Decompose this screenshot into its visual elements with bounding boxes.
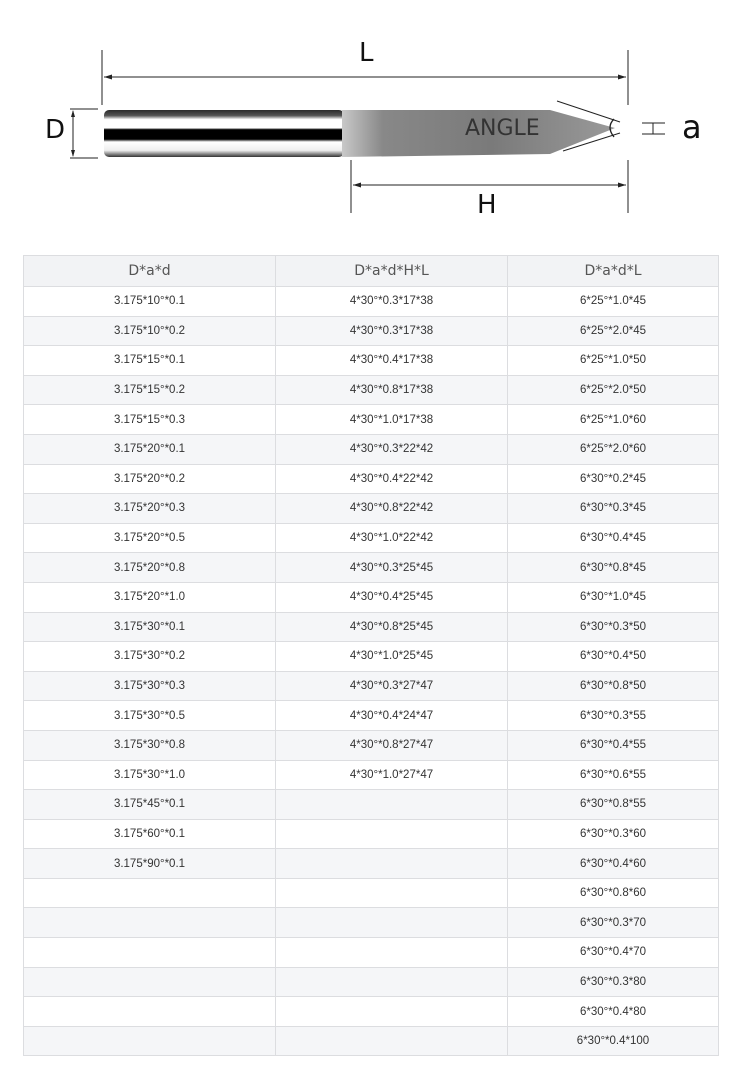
table-cell: 3.175*45°*0.1 bbox=[24, 790, 276, 820]
angle-text: ANGLE bbox=[465, 116, 540, 141]
diameter-label: D bbox=[45, 115, 66, 145]
table-cell bbox=[276, 849, 508, 879]
table-cell: 3.175*15°*0.3 bbox=[24, 405, 276, 435]
table-row bbox=[24, 819, 719, 849]
table-row bbox=[24, 671, 719, 701]
table-row bbox=[24, 938, 719, 968]
table-cell: 6*30°*0.3*45 bbox=[508, 494, 719, 524]
table-row bbox=[24, 494, 719, 524]
table-cell: 3.175*20°*0.2 bbox=[24, 464, 276, 494]
column-header: D*a*d bbox=[24, 256, 276, 287]
table-cell: 6*25°*2.0*50 bbox=[508, 375, 719, 405]
table-row bbox=[24, 405, 719, 435]
tip-label: a bbox=[682, 108, 702, 146]
table-cell: 4*30°*0.3*17*38 bbox=[276, 287, 508, 317]
table-cell bbox=[24, 908, 276, 938]
length-label: L bbox=[359, 38, 374, 68]
table-cell: 6*30°*0.4*45 bbox=[508, 523, 719, 553]
table-cell: 6*30°*0.4*80 bbox=[508, 997, 719, 1027]
table-cell bbox=[276, 790, 508, 820]
table-cell bbox=[276, 938, 508, 968]
table-cell: 3.175*10°*0.2 bbox=[24, 316, 276, 346]
table-row bbox=[24, 316, 719, 346]
cutting-length-label: H bbox=[477, 190, 497, 220]
table-cell: 6*30°*1.0*45 bbox=[508, 582, 719, 612]
table-cell: 6*30°*0.8*45 bbox=[508, 553, 719, 583]
table-cell: 4*30°*0.8*17*38 bbox=[276, 375, 508, 405]
table-cell: 4*30°*1.0*22*42 bbox=[276, 523, 508, 553]
drill-bit-illustration bbox=[0, 0, 750, 240]
table-cell bbox=[24, 938, 276, 968]
table-cell: 3.175*10°*0.1 bbox=[24, 287, 276, 317]
table-cell bbox=[276, 1026, 508, 1056]
table-cell: 4*30°*0.8*22*42 bbox=[276, 494, 508, 524]
table-cell: 4*30°*0.8*27*47 bbox=[276, 730, 508, 760]
table-row bbox=[24, 642, 719, 672]
table-cell: 3.175*30°*0.1 bbox=[24, 612, 276, 642]
table-cell: 3.175*20°*0.3 bbox=[24, 494, 276, 524]
table-cell: 4*30°*0.3*27*47 bbox=[276, 671, 508, 701]
table-row bbox=[24, 790, 719, 820]
table-cell: 3.175*30°*1.0 bbox=[24, 760, 276, 790]
table-cell: 3.175*20°*1.0 bbox=[24, 582, 276, 612]
table-row bbox=[24, 464, 719, 494]
table-cell: 6*30°*0.6*55 bbox=[508, 760, 719, 790]
table-cell: 4*30°*0.4*17*38 bbox=[276, 346, 508, 376]
table-cell: 3.175*20°*0.1 bbox=[24, 434, 276, 464]
table-cell bbox=[276, 819, 508, 849]
table-cell: 4*30°*1.0*17*38 bbox=[276, 405, 508, 435]
table-cell bbox=[24, 967, 276, 997]
table-row bbox=[24, 346, 719, 376]
table-cell: 3.175*20°*0.8 bbox=[24, 553, 276, 583]
table-cell: 6*25°*1.0*45 bbox=[508, 287, 719, 317]
table-cell: 6*25°*1.0*60 bbox=[508, 405, 719, 435]
table-row bbox=[24, 849, 719, 879]
spec-table bbox=[23, 255, 719, 1056]
table-cell bbox=[24, 997, 276, 1027]
table-row bbox=[24, 612, 719, 642]
table-row bbox=[24, 908, 719, 938]
table-cell: 3.175*30°*0.2 bbox=[24, 642, 276, 672]
engraving-bit-diagram bbox=[0, 0, 750, 240]
table-cell: 3.175*20°*0.5 bbox=[24, 523, 276, 553]
table-row bbox=[24, 1026, 719, 1056]
table-row bbox=[24, 375, 719, 405]
table-cell: 3.175*90°*0.1 bbox=[24, 849, 276, 879]
table-cell: 3.175*30°*0.3 bbox=[24, 671, 276, 701]
table-cell: 3.175*60°*0.1 bbox=[24, 819, 276, 849]
column-header: D*a*d*H*L bbox=[276, 256, 508, 287]
table-row bbox=[24, 553, 719, 583]
table-cell: 6*30°*0.8*50 bbox=[508, 671, 719, 701]
column-header: D*a*d*L bbox=[508, 256, 719, 287]
table-cell bbox=[24, 878, 276, 908]
table-cell: 4*30°*0.3*17*38 bbox=[276, 316, 508, 346]
table-cell: 3.175*30°*0.5 bbox=[24, 701, 276, 731]
table-cell bbox=[24, 1026, 276, 1056]
table-cell bbox=[276, 997, 508, 1027]
table-cell: 6*30°*0.4*55 bbox=[508, 730, 719, 760]
table-cell: 3.175*15°*0.2 bbox=[24, 375, 276, 405]
table-cell: 6*30°*0.3*60 bbox=[508, 819, 719, 849]
table-cell: 4*30°*0.3*25*45 bbox=[276, 553, 508, 583]
table-cell: 3.175*15°*0.1 bbox=[24, 346, 276, 376]
table-row bbox=[24, 730, 719, 760]
table-row bbox=[24, 878, 719, 908]
table-row bbox=[24, 701, 719, 731]
table-row bbox=[24, 582, 719, 612]
table-cell: 6*30°*0.2*45 bbox=[508, 464, 719, 494]
table-cell: 6*30°*0.8*55 bbox=[508, 790, 719, 820]
table-cell: 4*30°*0.3*22*42 bbox=[276, 434, 508, 464]
table-cell bbox=[276, 878, 508, 908]
table-header-row bbox=[24, 256, 719, 287]
table-cell: 6*30°*0.4*50 bbox=[508, 642, 719, 672]
table-cell: 3.175*30°*0.8 bbox=[24, 730, 276, 760]
table-row bbox=[24, 434, 719, 464]
table-cell: 6*30°*0.3*70 bbox=[508, 908, 719, 938]
table-cell: 6*30°*0.8*60 bbox=[508, 878, 719, 908]
table-cell: 4*30°*0.4*24*47 bbox=[276, 701, 508, 731]
spec-table-container bbox=[23, 255, 718, 1056]
table-cell: 6*30°*0.4*70 bbox=[508, 938, 719, 968]
table-cell: 6*25°*1.0*50 bbox=[508, 346, 719, 376]
table-cell: 6*30°*0.4*60 bbox=[508, 849, 719, 879]
table-row bbox=[24, 760, 719, 790]
table-row bbox=[24, 967, 719, 997]
table-row bbox=[24, 523, 719, 553]
table-cell: 6*30°*0.3*55 bbox=[508, 701, 719, 731]
table-row bbox=[24, 287, 719, 317]
table-cell bbox=[276, 908, 508, 938]
table-cell: 6*30°*0.3*50 bbox=[508, 612, 719, 642]
table-cell: 6*30°*0.4*100 bbox=[508, 1026, 719, 1056]
table-cell: 6*25°*2.0*45 bbox=[508, 316, 719, 346]
table-cell: 4*30°*1.0*27*47 bbox=[276, 760, 508, 790]
table-cell: 6*30°*0.3*80 bbox=[508, 967, 719, 997]
table-cell: 4*30°*1.0*25*45 bbox=[276, 642, 508, 672]
table-cell: 4*30°*0.4*22*42 bbox=[276, 464, 508, 494]
table-cell: 6*25°*2.0*60 bbox=[508, 434, 719, 464]
table-cell: 4*30°*0.4*25*45 bbox=[276, 582, 508, 612]
table-cell bbox=[276, 967, 508, 997]
table-row bbox=[24, 997, 719, 1027]
table-cell: 4*30°*0.8*25*45 bbox=[276, 612, 508, 642]
